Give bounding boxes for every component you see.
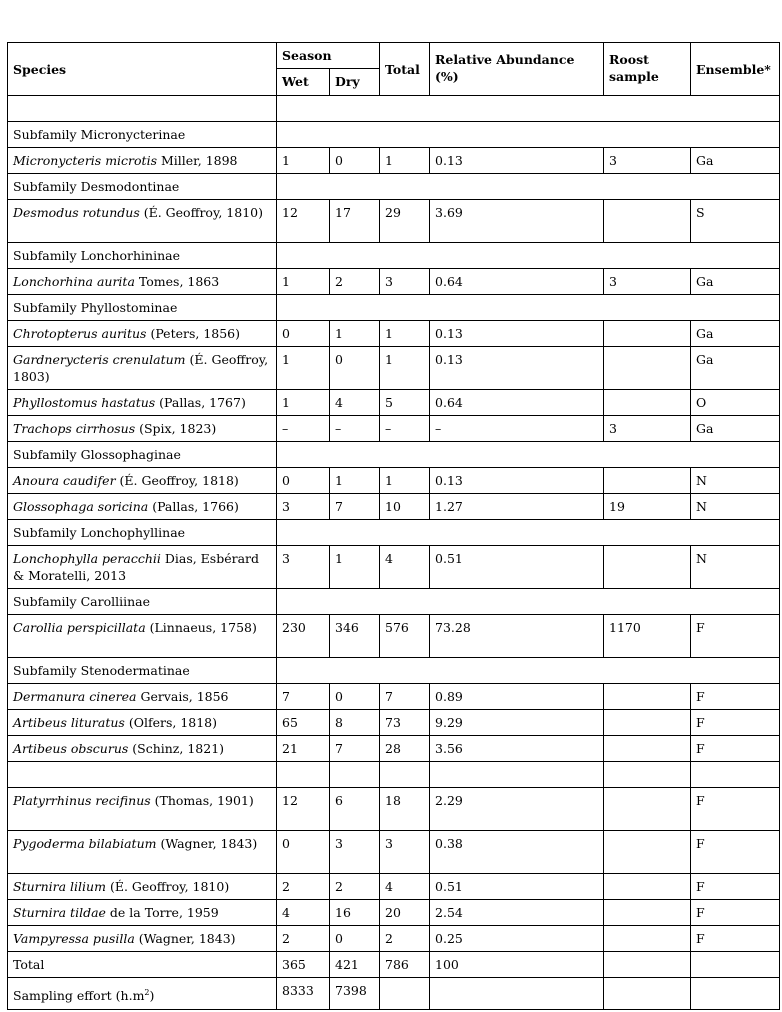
species-cell <box>8 200 277 243</box>
relative-abundance-cell: 0.13 <box>430 468 604 494</box>
total-cell: 4 <box>380 546 430 589</box>
ensemble-cell: F <box>691 736 780 762</box>
relative-abundance-cell: 3.69 <box>430 200 604 243</box>
table-row <box>8 243 780 269</box>
ensemble-cell: F <box>691 710 780 736</box>
species-name: Lonchorhina aurita <box>13 274 135 289</box>
species-name: Anoura caudifer <box>13 473 116 488</box>
table-row <box>8 589 780 615</box>
species-cell <box>8 321 277 347</box>
species-author: (Wagner, 1843) <box>156 836 258 851</box>
table-row <box>8 762 780 788</box>
wet-cell: 4 <box>277 900 330 926</box>
ensemble-cell: O <box>691 390 780 416</box>
table-row <box>8 831 780 874</box>
species-author: (Linnaeus, 1758) <box>145 620 257 635</box>
species-name: Artibeus lituratus <box>13 715 125 730</box>
sampling-label-sup: 2 <box>144 988 150 997</box>
table-body <box>8 96 780 1010</box>
species-author: (Schinz, 1821) <box>128 741 225 756</box>
header-roost-sample: Roost sample <box>604 43 691 96</box>
species-author: Gervais, 1856 <box>136 689 229 704</box>
relative-abundance-cell: 0.51 <box>430 546 604 589</box>
relative-abundance-cell: 2.29 <box>430 788 604 831</box>
wet-cell: 2 <box>277 926 330 952</box>
table-row <box>8 684 780 710</box>
species-name: Gardnerycteris crenulatum <box>13 352 186 367</box>
table-row <box>8 658 780 684</box>
empty-cell <box>277 762 330 788</box>
species-name: Artibeus obscurus <box>13 741 129 756</box>
relative-abundance-cell: 0.38 <box>430 831 604 874</box>
species-author: (Thomas, 1901) <box>150 793 254 808</box>
table-row <box>8 200 780 243</box>
total-cell: 576 <box>380 615 430 658</box>
species-author: (Peters, 1856) <box>146 326 241 341</box>
wet-cell: 3 <box>277 494 330 520</box>
subfamily-label: Subfamily Desmodontinae <box>8 174 277 200</box>
species-cell <box>8 546 277 589</box>
table-row <box>8 269 780 295</box>
species-name: Phyllostomus hastatus <box>13 395 156 410</box>
species-author: (Pallas, 1766) <box>148 499 239 514</box>
ensemble-cell: N <box>691 546 780 589</box>
roost-sample-cell <box>604 952 691 978</box>
ensemble-cell: Ga <box>691 347 780 390</box>
header-total: Total <box>380 43 430 96</box>
roost-sample-cell <box>604 874 691 900</box>
species-cell <box>8 710 277 736</box>
total-cell: 28 <box>380 736 430 762</box>
subfamily-label: Subfamily Lonchorhininae <box>8 243 277 269</box>
species-cell <box>8 390 277 416</box>
header-wet: Wet <box>277 69 330 96</box>
table-row <box>8 148 780 174</box>
ensemble-cell: Ga <box>691 269 780 295</box>
empty-cell <box>330 762 380 788</box>
total-cell: 1 <box>380 148 430 174</box>
wet-cell: 12 <box>277 200 330 243</box>
relative-abundance-cell: 0.51 <box>430 874 604 900</box>
species-cell <box>8 874 277 900</box>
total-cell: 10 <box>380 494 430 520</box>
wet-cell: 12 <box>277 788 330 831</box>
species-cell <box>8 831 277 874</box>
species-name: Pygoderma bilabiatum <box>13 836 157 851</box>
bat-species-table <box>7 42 780 1010</box>
table-row <box>8 295 780 321</box>
species-author: (É. Geoffroy, 1810) <box>139 205 263 220</box>
table-row <box>8 347 780 390</box>
ensemble-cell: N <box>691 494 780 520</box>
dry-cell: 0 <box>330 148 380 174</box>
ensemble-cell: F <box>691 684 780 710</box>
table-row <box>8 520 780 546</box>
empty-cell <box>691 762 780 788</box>
roost-sample-cell <box>604 926 691 952</box>
header-dry: Dry <box>330 69 380 96</box>
subfamily-span-cell <box>277 520 780 546</box>
total-cell: 3 <box>380 269 430 295</box>
table-row <box>8 546 780 589</box>
total-cell: 20 <box>380 900 430 926</box>
relative-abundance-cell: 0.13 <box>430 321 604 347</box>
subfamily-span-cell <box>277 589 780 615</box>
table-row <box>8 710 780 736</box>
dry-cell: 346 <box>330 615 380 658</box>
species-name: Chrotopterus auritus <box>13 326 147 341</box>
species-name: Sturnira tildae <box>13 905 106 920</box>
empty-cell <box>8 762 277 788</box>
table-row <box>8 494 780 520</box>
empty-cell <box>604 762 691 788</box>
sampling-effort-row <box>8 978 780 1010</box>
subfamily-span-cell <box>277 295 780 321</box>
dry-cell: 0 <box>330 684 380 710</box>
species-author: (Olfers, 1818) <box>124 715 218 730</box>
roost-sample-cell <box>604 684 691 710</box>
total-label: Total <box>13 957 45 972</box>
species-name: Glossophaga soricina <box>13 499 149 514</box>
blank-cell <box>8 96 277 122</box>
wet-cell: 0 <box>277 321 330 347</box>
species-name: Sturnira lilium <box>13 879 106 894</box>
species-name: Dermanura cinerea <box>13 689 137 704</box>
ensemble-cell: F <box>691 900 780 926</box>
table-row <box>8 952 780 978</box>
species-author: (Pallas, 1767) <box>155 395 246 410</box>
table-row <box>8 416 780 442</box>
species-author: Tomes, 1863 <box>134 274 220 289</box>
species-author: (É. Geoffroy, 1803) <box>13 352 269 384</box>
header-ensemble: Ensemble* <box>691 43 780 96</box>
species-name: Micronycteris microtis <box>13 153 157 168</box>
species-cell <box>8 269 277 295</box>
header-relative-abundance: Relative Abundance (%) <box>430 43 604 96</box>
relative-abundance-cell: 9.29 <box>430 710 604 736</box>
subfamily-label: Subfamily Glossophaginae <box>8 442 277 468</box>
species-name: Vampyressa pusilla <box>13 931 135 946</box>
wet-cell: 0 <box>277 831 330 874</box>
dry-cell: 17 <box>330 200 380 243</box>
ensemble-cell: S <box>691 200 780 243</box>
subfamily-label: Subfamily Carolliinae <box>8 589 277 615</box>
subfamily-label: Subfamily Micronycterinae <box>8 122 277 148</box>
dry-cell: 4 <box>330 390 380 416</box>
wet-cell: – <box>277 416 330 442</box>
species-cell <box>8 788 277 831</box>
wet-cell: 2 <box>277 874 330 900</box>
table-row <box>8 321 780 347</box>
sampling-label-close: ) <box>149 988 155 1003</box>
dry-cell: 6 <box>330 788 380 831</box>
ensemble-cell: Ga <box>691 321 780 347</box>
roost-sample-cell <box>604 200 691 243</box>
empty-cell <box>430 762 604 788</box>
table-row <box>8 788 780 831</box>
dry-cell: 1 <box>330 321 380 347</box>
ensemble-cell: Ga <box>691 148 780 174</box>
empty-cell <box>604 978 691 1010</box>
ensemble-cell: F <box>691 874 780 900</box>
sampling-label-text: Sampling effort (h.m <box>13 988 145 1003</box>
dry-cell: 16 <box>330 900 380 926</box>
empty-cell <box>430 978 604 1010</box>
table-row <box>8 900 780 926</box>
relative-abundance-cell: 0.64 <box>430 269 604 295</box>
species-cell <box>8 684 277 710</box>
total-cell: 3 <box>380 831 430 874</box>
table-row <box>8 96 780 122</box>
total-cell: 73 <box>380 710 430 736</box>
species-cell <box>8 416 277 442</box>
relative-abundance-cell: 0.25 <box>430 926 604 952</box>
wet-cell: 1 <box>277 148 330 174</box>
dry-cell: 1 <box>330 468 380 494</box>
wet-cell: 7 <box>277 684 330 710</box>
species-author: (Wagner, 1843) <box>134 931 236 946</box>
relative-abundance-cell: 0.64 <box>430 390 604 416</box>
dry-cell: 8 <box>330 710 380 736</box>
wet-cell: 3 <box>277 546 330 589</box>
relative-abundance-cell: 2.54 <box>430 900 604 926</box>
species-cell <box>8 736 277 762</box>
relative-abundance-cell: 100 <box>430 952 604 978</box>
roost-sample-cell: 1170 <box>604 615 691 658</box>
roost-sample-cell <box>604 546 691 589</box>
roost-sample-cell: 3 <box>604 148 691 174</box>
species-cell <box>8 347 277 390</box>
wet-cell: 1 <box>277 269 330 295</box>
relative-abundance-cell: 1.27 <box>430 494 604 520</box>
species-cell <box>8 615 277 658</box>
total-cell: 29 <box>380 200 430 243</box>
species-name: Trachops cirrhosus <box>13 421 136 436</box>
wet-cell: 1 <box>277 390 330 416</box>
dry-cell: 0 <box>330 926 380 952</box>
roost-sample-cell <box>604 468 691 494</box>
wet-cell: 365 <box>277 952 330 978</box>
dry-cell: 1 <box>330 546 380 589</box>
total-cell: 786 <box>380 952 430 978</box>
dry-cell: 7 <box>330 736 380 762</box>
sampling-dry-cell: 7398 <box>330 978 380 1010</box>
table-row <box>8 390 780 416</box>
species-author: de la Torre, 1959 <box>105 905 219 920</box>
table-row <box>8 442 780 468</box>
wet-cell: 0 <box>277 468 330 494</box>
roost-sample-cell <box>604 831 691 874</box>
roost-sample-cell <box>604 321 691 347</box>
species-author: Dias, Esbérard & Moratelli, 2013 <box>13 551 260 583</box>
total-cell: 4 <box>380 874 430 900</box>
relative-abundance-cell: – <box>430 416 604 442</box>
total-cell: 7 <box>380 684 430 710</box>
ensemble-cell: F <box>691 926 780 952</box>
table-row <box>8 174 780 200</box>
roost-sample-cell <box>604 736 691 762</box>
wet-cell: 230 <box>277 615 330 658</box>
subfamily-label: Subfamily Phyllostominae <box>8 295 277 321</box>
species-cell <box>8 900 277 926</box>
ensemble-cell <box>691 952 780 978</box>
table-row <box>8 874 780 900</box>
relative-abundance-cell: 73.28 <box>430 615 604 658</box>
species-name: Lonchophylla peracchii <box>13 551 161 566</box>
species-cell <box>8 926 277 952</box>
table-row <box>8 615 780 658</box>
dry-cell: – <box>330 416 380 442</box>
roost-sample-cell: 19 <box>604 494 691 520</box>
roost-sample-cell: 3 <box>604 416 691 442</box>
species-author: (É. Geoffroy, 1818) <box>115 473 239 488</box>
species-author: Miller, 1898 <box>156 153 238 168</box>
ensemble-cell: F <box>691 788 780 831</box>
wet-cell: 21 <box>277 736 330 762</box>
roost-sample-cell <box>604 390 691 416</box>
table-row <box>8 736 780 762</box>
relative-abundance-cell: 0.89 <box>430 684 604 710</box>
blank-cell <box>277 96 780 122</box>
species-author: (Spix, 1823) <box>135 421 217 436</box>
total-cell: 2 <box>380 926 430 952</box>
subfamily-span-cell <box>277 243 780 269</box>
subfamily-span-cell <box>277 658 780 684</box>
subfamily-span-cell <box>277 174 780 200</box>
subfamily-span-cell <box>277 442 780 468</box>
total-cell: 1 <box>380 347 430 390</box>
roost-sample-cell <box>604 900 691 926</box>
ensemble-cell: Ga <box>691 416 780 442</box>
species-author: (É. Geoffroy, 1810) <box>105 879 230 894</box>
table-row <box>8 468 780 494</box>
relative-abundance-cell: 3.56 <box>430 736 604 762</box>
dry-cell: 3 <box>330 831 380 874</box>
total-cell: – <box>380 416 430 442</box>
subfamily-label: Subfamily Lonchophyllinae <box>8 520 277 546</box>
species-cell <box>8 952 277 978</box>
ensemble-cell: N <box>691 468 780 494</box>
ensemble-cell: F <box>691 831 780 874</box>
total-cell: 5 <box>380 390 430 416</box>
species-name: Carollia perspicillata <box>13 620 146 635</box>
wet-cell: 1 <box>277 347 330 390</box>
dry-cell: 2 <box>330 269 380 295</box>
empty-cell <box>380 978 430 1010</box>
header-season: Season <box>277 43 380 69</box>
dry-cell: 2 <box>330 874 380 900</box>
roost-sample-cell: 3 <box>604 269 691 295</box>
species-cell <box>8 494 277 520</box>
total-cell: 18 <box>380 788 430 831</box>
ensemble-cell: F <box>691 615 780 658</box>
header-species: Species <box>8 43 277 96</box>
dry-cell: 7 <box>330 494 380 520</box>
species-cell <box>8 468 277 494</box>
roost-sample-cell <box>604 347 691 390</box>
sampling-effort-label <box>8 978 277 1010</box>
sampling-wet-cell: 8333 <box>277 978 330 1010</box>
species-cell <box>8 148 277 174</box>
roost-sample-cell <box>604 710 691 736</box>
empty-cell <box>691 978 780 1010</box>
subfamily-label: Subfamily Stenodermatinae <box>8 658 277 684</box>
species-name: Desmodus rotundus <box>13 205 140 220</box>
subfamily-span-cell <box>277 122 780 148</box>
wet-cell: 65 <box>277 710 330 736</box>
total-cell: 1 <box>380 321 430 347</box>
dry-cell: 0 <box>330 347 380 390</box>
empty-cell <box>380 762 430 788</box>
roost-sample-cell <box>604 788 691 831</box>
total-cell: 1 <box>380 468 430 494</box>
relative-abundance-cell: 0.13 <box>430 148 604 174</box>
table-row <box>8 122 780 148</box>
table-row <box>8 926 780 952</box>
relative-abundance-cell: 0.13 <box>430 347 604 390</box>
species-name: Platyrrhinus recifinus <box>13 793 151 808</box>
dry-cell: 421 <box>330 952 380 978</box>
